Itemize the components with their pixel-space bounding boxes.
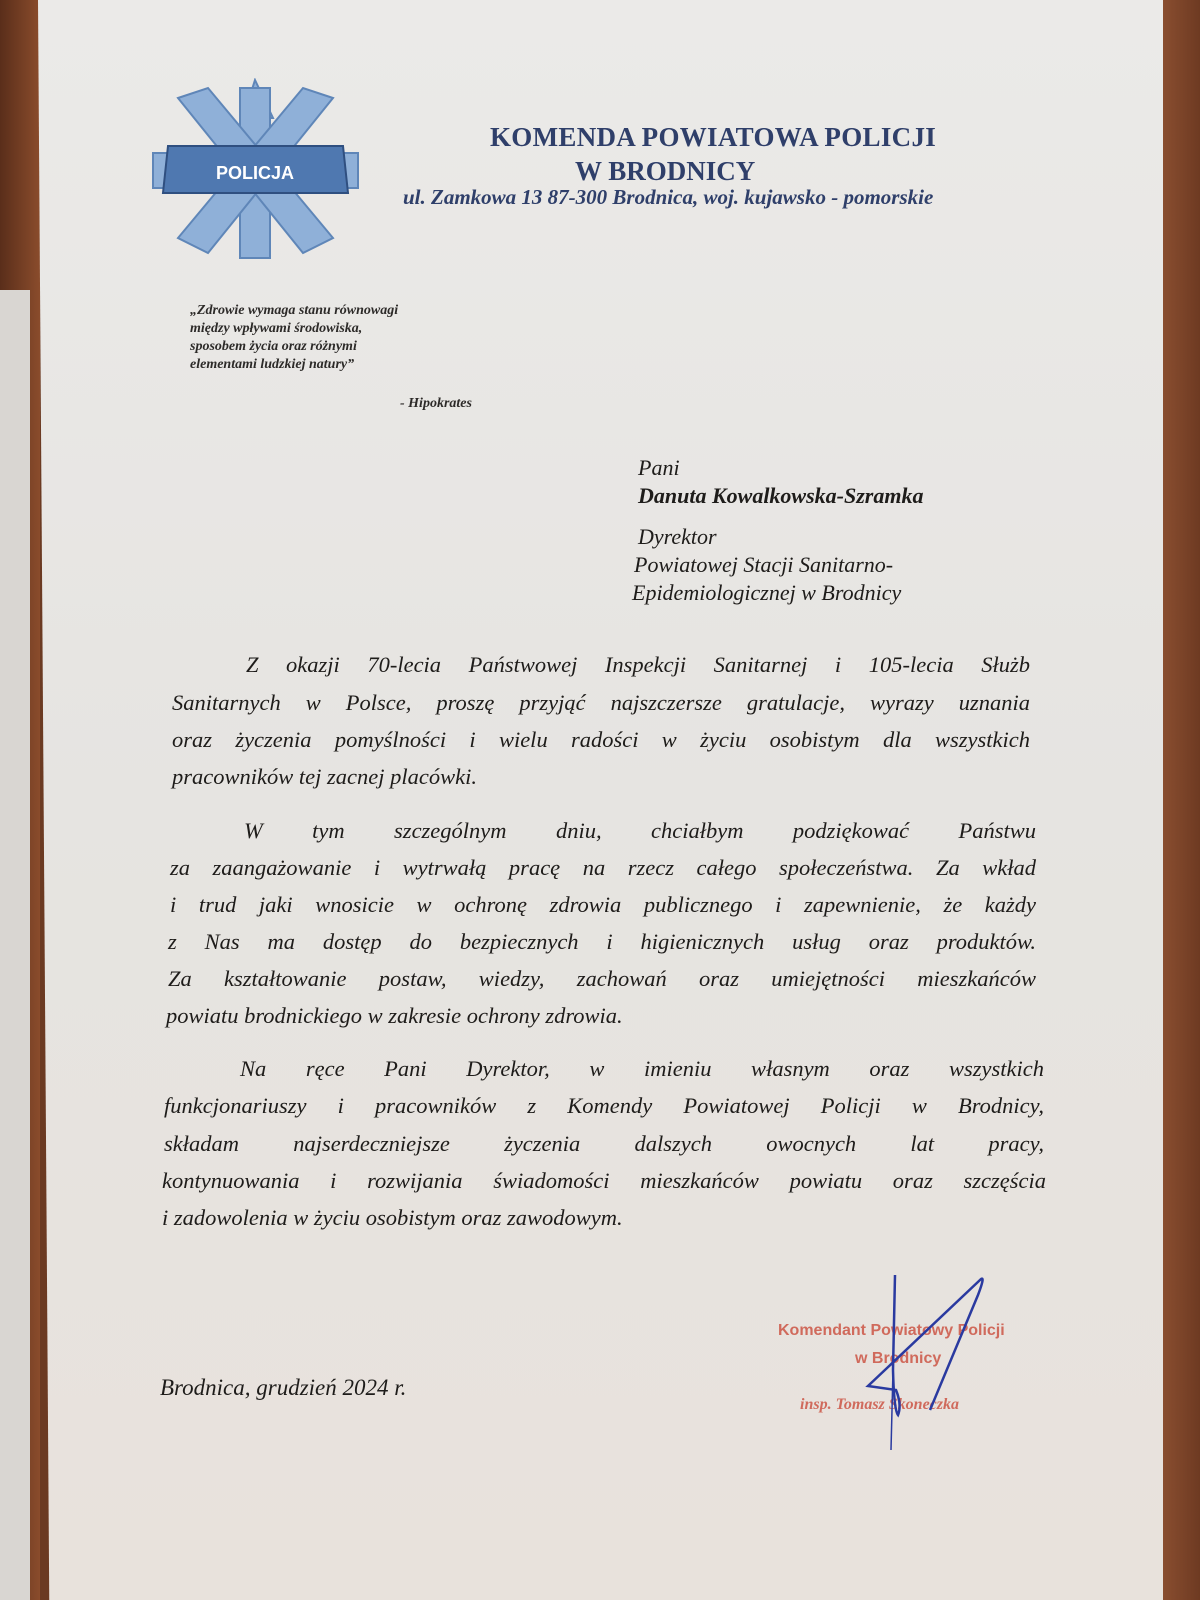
recipient-institution-line2: Epidemiologicznej w Brodnicy [632, 580, 902, 605]
quote-author: - Hipokrates [400, 396, 472, 411]
body-line: Na ręce Pani Dyrektor, w imieniu własnym oraz wszystkich [240, 1056, 1044, 1081]
body-line: Sanitarnych w Polsce, proszę przyjąć najszczersze gratulacje, wyrazy uznania [172, 690, 1030, 715]
body-line: i zadowolenia w życiu osobistym oraz zawodowym. [162, 1205, 623, 1230]
body-line: pracowników tej zacnej placówki. [172, 764, 477, 789]
signature [860, 1270, 1000, 1460]
stamp-name: insp. Tomasz Skoneczka [800, 1396, 959, 1413]
logo-text: POLICJA [215, 163, 295, 183]
header-address: ul. Zamkowa 13 87-300 Brodnica, woj. kujawsko - pomorskie [403, 185, 934, 209]
body-line: funkcjonariuszy i pracowników z Komendy Powiatowej Policji w Brodnicy, [164, 1093, 1044, 1118]
body-line: Z okazji 70-lecia Państwowej Inspekcji Sanitarnej i 105-lecia Służb [246, 652, 1030, 677]
quote-line: między wpływami środowiska, [190, 321, 363, 336]
body-line: składam najserdeczniejsze życzenia dalszych owocnych lat pracy, [164, 1131, 1044, 1156]
quote-line: sposobem życia oraz różnymi [190, 339, 357, 354]
body-line: z Nas ma dostęp do bezpiecznych i higienicznych usług oraz produktów. [168, 929, 1036, 954]
header-title-line1: KOMENDA POWIATOWA POLICJI [490, 122, 937, 152]
body-line: oraz życzenia pomyślności i wielu radości w życiu osobistym dla wszystkich [172, 727, 1030, 752]
recipient-role: Dyrektor [638, 524, 717, 549]
underlying-paper [0, 290, 30, 1600]
stamp-line1: Komendant Powiatowy Policji [778, 1322, 1005, 1339]
recipient-salutation: Pani [638, 455, 680, 480]
recipient-institution-line1: Powiatowej Stacji Sanitarno- [634, 552, 894, 577]
quote-line: elementami ludzkiej natury” [190, 357, 355, 372]
body-line: za zaangażowanie i wytrwałą pracę na rzecz całego społeczeństwa. Za wkład [170, 855, 1036, 880]
body-line: i trud jaki wnosicie w ochronę zdrowia publicznego i zapewnienie, że każdy [170, 892, 1036, 917]
header-title-line2: W BRODNICY [575, 156, 756, 186]
recipient-name: Danuta Kowalkowska-Szramka [638, 483, 924, 508]
body-line: Za kształtowanie postaw, wiedzy, zachowań oraz umiejętności mieszkańców [168, 966, 1036, 991]
body-line: kontynuowania i rozwijania świadomości mieszkańców powiatu oraz szczęścia [162, 1168, 1046, 1193]
place-date: Brodnica, grudzień 2024 r. [160, 1375, 407, 1400]
police-star-logo [148, 78, 363, 263]
quote-line: „Zdrowie wymaga stanu równowagi [190, 303, 399, 318]
body-line: powiatu brodnickiego w zakresie ochrony zdrowia. [166, 1003, 623, 1028]
body-line: W tym szczególnym dniu, chciałbym podziękować Państwu [244, 818, 1036, 843]
quote [190, 302, 398, 374]
stamp-line2: w Brodnicy [855, 1350, 942, 1367]
